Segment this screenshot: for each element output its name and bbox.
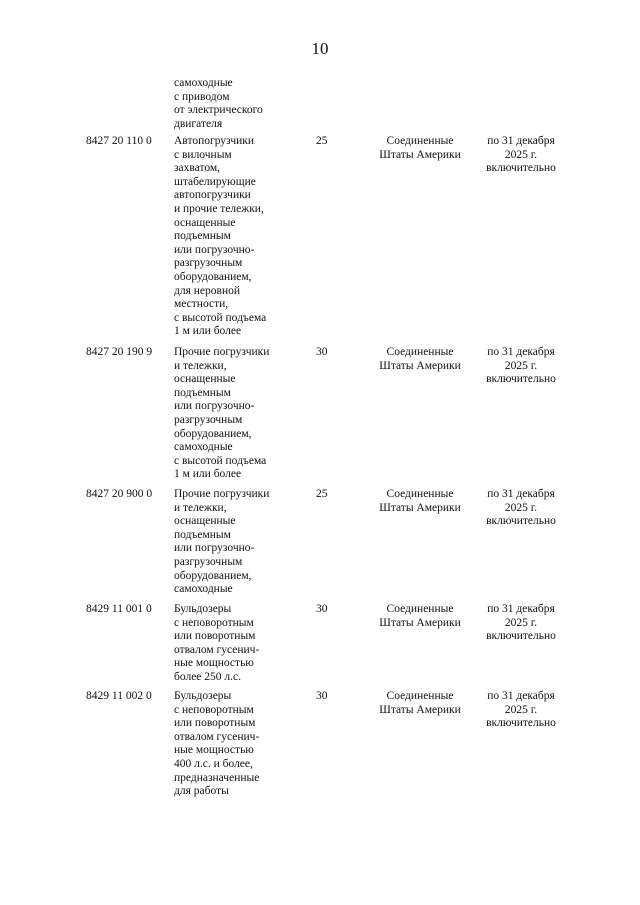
page-number: 10	[311, 39, 329, 58]
description-cell: самоходные с приводом от электрического двигателя	[174, 77, 263, 130]
table-row	[0, 488, 640, 603]
term-cell: по 31 декабря 2025 г. включительно	[486, 488, 556, 528]
country-cell: Соединенные Штаты Америки	[379, 488, 461, 514]
code-cell: 8429 11 002 0	[86, 690, 152, 702]
table-row	[0, 77, 640, 135]
rate-cell: 30	[316, 346, 328, 358]
country-cell: Соединенные Штаты Америки	[379, 346, 461, 372]
code-cell: 8429 11 001 0	[86, 603, 152, 615]
table-row	[0, 346, 640, 488]
rate-cell: 25	[316, 488, 328, 500]
description-cell: Бульдозеры с неповоротным или поворотным отвалом гусенич- ные мощностью 400 л.с. и более, предназначенные для работы	[174, 690, 260, 798]
term-cell: по 31 декабря 2025 г. включительно	[486, 603, 556, 643]
tariff-table	[0, 77, 640, 805]
description-cell: Автопогрузчики с вилочным захватом, штабелирующие автопогрузчики и прочие тележки, оснащенные подъемным или погрузочно- разгрузочным оборудованием, для неровной местности, с высотой подъема 1 м или более	[174, 135, 267, 338]
term-cell: по 31 декабря 2025 г. включительно	[486, 135, 556, 175]
description-cell: Прочие погрузчики и тележки, оснащенные подъемным или погрузочно- разгрузочным оборудованием, самоходные	[174, 488, 270, 596]
country-cell: Соединенные Штаты Америки	[379, 603, 461, 629]
rate-cell: 30	[316, 603, 328, 615]
description-cell: Прочие погрузчики и тележки, оснащенные подъемным или погрузочно- разгрузочным оборудованием, самоходные с высотой подъема 1 м или более	[174, 346, 270, 481]
country-cell: Соединенные Штаты Америки	[379, 135, 461, 161]
country-cell: Соединенные Штаты Америки	[379, 690, 461, 716]
code-cell: 8427 20 190 9	[86, 346, 153, 358]
table-row	[0, 690, 640, 805]
term-cell: по 31 декабря 2025 г. включительно	[486, 690, 556, 730]
code-cell: 8427 20 110 0	[86, 135, 152, 147]
table-row	[0, 603, 640, 690]
rate-cell: 25	[316, 135, 328, 147]
rate-cell: 30	[316, 690, 328, 702]
term-cell: по 31 декабря 2025 г. включительно	[486, 346, 556, 386]
code-cell: 8427 20 900 0	[86, 488, 153, 500]
description-cell: Бульдозеры с неповоротным или поворотным отвалом гусенич- ные мощностью более 250 л.с.	[174, 603, 260, 683]
table-row	[0, 135, 640, 346]
